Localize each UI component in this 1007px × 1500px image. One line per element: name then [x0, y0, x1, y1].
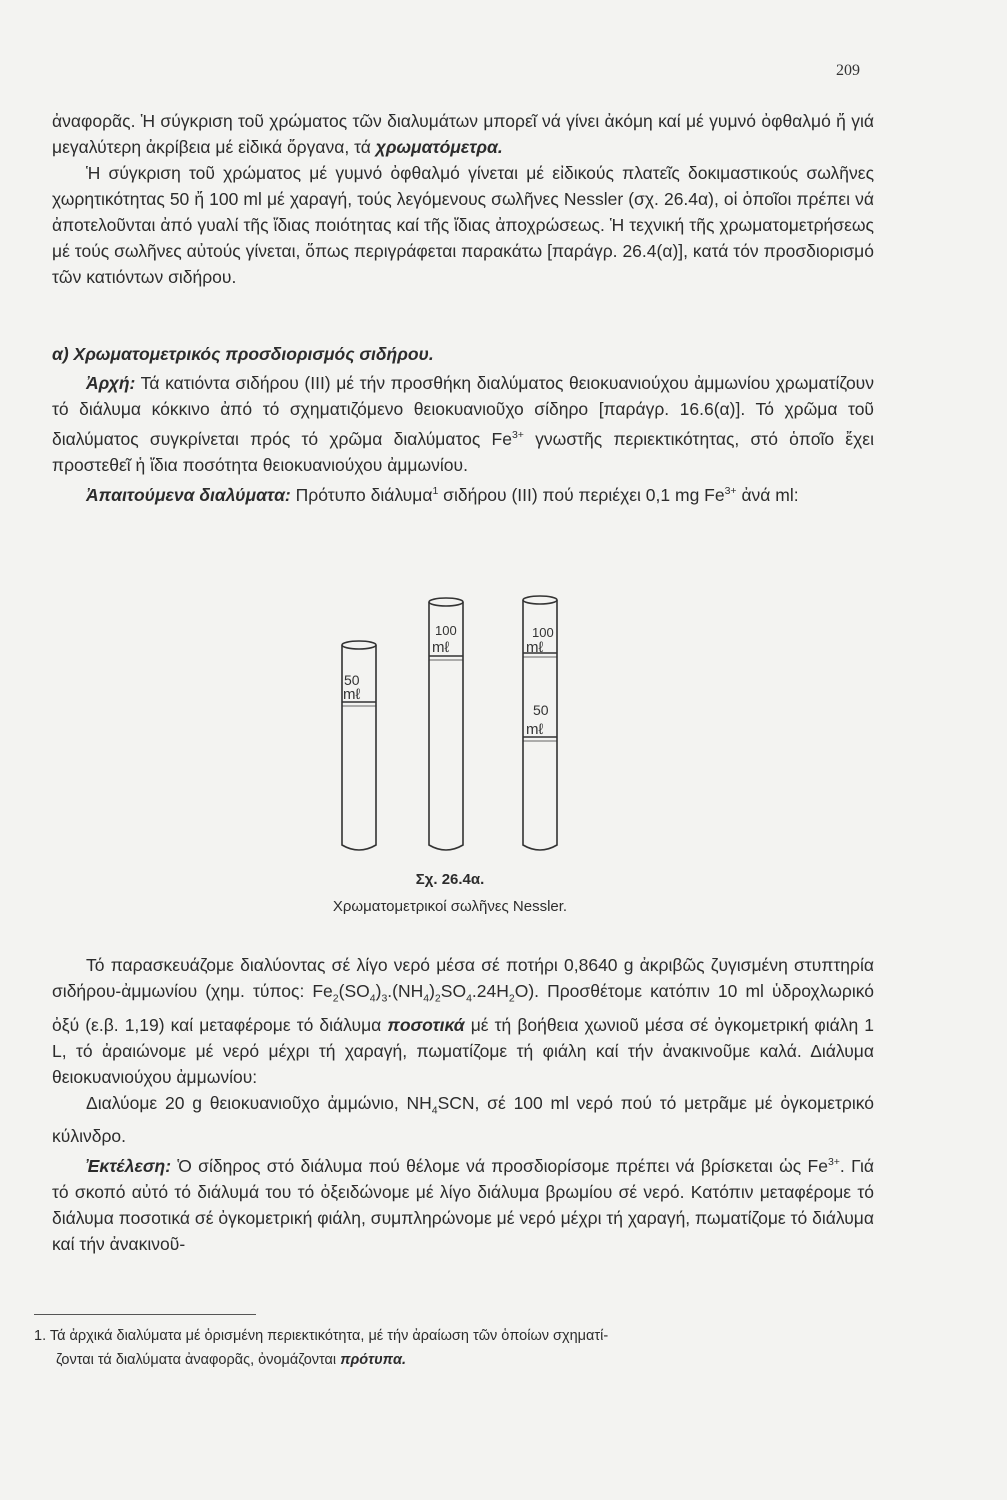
tube-double-mid-unit: mℓ — [526, 721, 544, 738]
tube-double-mid-number: 50 — [533, 702, 549, 718]
tube-100ml-unit: mℓ — [432, 639, 450, 656]
tube-100ml-number: 100 — [435, 623, 457, 638]
tube-double-mark-rim — [523, 596, 557, 604]
intro-text — [52, 108, 874, 290]
paragraph-preparation: Τό παρασκευάζομε διαλύοντας σέ λίγο νερό μέσα σέ ποτήρι 0,8640 g ἀκριβῶς ζυγισμένη στυπτηρία σιδήρου-ἀμμωνίου (χημ. τύπος: $Fe_2(SO_4)_3.(NH_4)_2SO_4.24H_2O$). Προσθέτομε κατόπιν 10 ml ὑδροχλωρικό ὀξύ (ε.β. 1,19) καί μεταφέρομε τό διάλυμα ποσοτικά μέ τή βοήθεια χωνιοῦ μέσα σέ ὀγκομετρική φιάλη 1 L, τό ἀραιώνομε μέ νερό μέχρι τή χαραγή, πωματίζομε τή φιάλη καί τήν ἀνακινοῦμε καλά. Διάλυμα θειοκυανιούχου ἀμμωνίου: — [52, 955, 875, 1087]
footnote-divider — [34, 1314, 256, 1315]
tube-50ml-rim — [342, 641, 376, 649]
tube-double-top-number: 100 — [532, 625, 554, 640]
paragraph-thiocyanate: Διαλύομε 20 g θειοκυανιοῦχο ἀμμώνιο, $NH_4SCN$, σέ 100 ml νερό πού τό μετρᾶμε μέ ὀγκομετρικό κύλινδρο. — [52, 1092, 874, 1146]
paragraph-execution: Ἐκτέλεση: Ὁ σίδηρος στό διάλυμα πού θέλομε νά προσδιορίσομε πρέπει νά βρίσκεται ὡς $Fe^{3+}$. Γιά τό σκοπό αὐτό τό διάλυμά του τό ὀξειδώνομε μέ λίγο διάλυμα βρωμίου σέ νερό. Κατόπιν μεταφέρομε τό διάλυμα ποσοτικά σέ ὀγκομετρική φιάλη, συμπληρώνομε μέ νερό μέχρι τή χαραγή, πωματίζομε τό διάλυμα καί τήν ἀνακινοῦ- — [52, 1155, 874, 1254]
nessler-tubes-figure — [325, 590, 585, 860]
figure-caption-number: Σχ. 26.4α. — [415, 871, 485, 888]
paragraph-required-solutions: Ἀπαιτούμενα διαλύματα: Πρότυπο διάλυμα$^1$ σιδήρου (III) πού περιέχει 0,1 mg $Fe^{3+}$ ἀνά ml: — [86, 484, 799, 505]
tube-100ml-rim — [429, 598, 463, 606]
principle-label: Ἀρχή: — [86, 373, 136, 393]
emphasis-quantitatively: ποσοτικά — [387, 1014, 465, 1035]
emphasis-colorimeters: χρωματόμετρα. — [375, 137, 503, 157]
tube-double-top-unit: mℓ — [526, 639, 544, 656]
footnote: 1. Τά ἀρχικά διαλύματα μέ ὁρισμένη περιεκτικότητα, μέ τήν ἀραίωση τῶν ὁποίων σχηματί- ζονται τά διαλύματα ἀναφορᾶς, ὀνομάζονται πρότυπα. — [34, 1328, 609, 1368]
tube-50ml-number: 50 — [344, 672, 360, 688]
paragraph-reference-comparison: ἀναφορᾶς. Ἡ σύγκριση τοῦ χρώματος τῶν διαλυμάτων μπορεῖ νά γίνει ἀκόμη καί μέ γυμνό ὀφθαλμό ἤ γιά μεγαλύτερη ἀκρίβεια μέ εἰδικά ὄργανα, τά χρωματόμετρα. — [52, 111, 874, 157]
procedure-text — [52, 952, 874, 1257]
required-solutions-label: Ἀπαιτούμενα διαλύματα: — [86, 484, 291, 505]
figure-caption-text: Χρωματομετρικοί σωλῆνες Nessler. — [332, 898, 568, 915]
section-heading: α) Χρωματομετρικός προσδιορισμός σιδήρου. — [52, 344, 434, 364]
tube-50ml-unit: mℓ — [343, 686, 361, 703]
footnote-mark: 1 — [432, 484, 439, 497]
paragraph-nessler-tubes: Ἡ σύγκριση τοῦ χρώματος μέ γυμνό ὀφθαλμό γίνεται μέ εἰδικούς πλατεῖς δοκιμαστικούς σωλῆνες χωρητικότητας 50 ἤ 100 ml μέ χαραγή, τούς λεγόμενους σωλῆνες Nessler (σχ. 26.4α), οἱ ὁποῖοι πρέπει νά ἀποτελοῦνται ἀπό γυαλί τῆς ἴδιας ποιότητας καί τῆς ἴδιας ἀποχρώσεως. Ἡ τεχνική τῆς χρωματομετρήσεως μέ τούς σωλῆνες αὐτούς γίνεται, ὅπως περιγράφεται παρακάτω [παράγρ. 26.4(α)], κατά τόν προσδιορισμό τῶν κατιόντων σιδήρου. — [52, 163, 874, 287]
page-number: 209 — [836, 62, 860, 79]
principle-section — [52, 370, 874, 508]
paragraph-principle: Ἀρχή: Τά κατιόντα σιδήρου (III) μέ τήν προσθήκη διαλύματος θειοκυανιούχου ἀμμωνίου χρωματίζουν τό διάλυμα κόκκινο ἀπό τό σχηματιζόμενο θειοκυανιοῦχο σίδηρο [παράγρ. 16.6(α)]. Τό χρῶμα τοῦ διαλύματος συγκρίνεται πρός τό χρῶμα διαλύματος $Fe^{3+}$ γνωστῆς περιεκτικότητας, στό ὁποῖο ἔχει προστεθεῖ ἡ ἴδια ποσότητα θειοκυανιούχου ἀμμωνίου. — [52, 373, 874, 475]
emphasis-standards: πρότυπα. — [340, 1352, 406, 1368]
footnote-number: 1. — [34, 1328, 47, 1344]
execution-label: Ἐκτέλεση: — [86, 1155, 172, 1176]
